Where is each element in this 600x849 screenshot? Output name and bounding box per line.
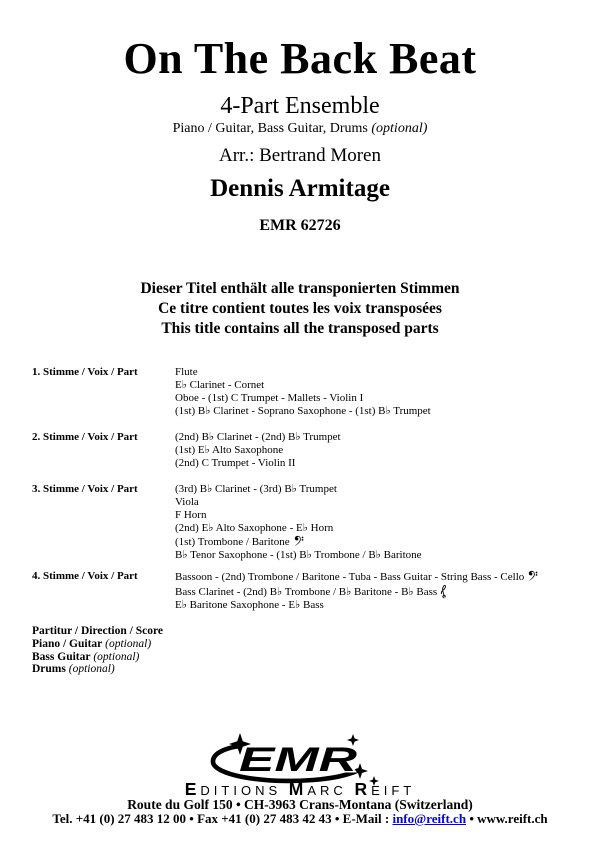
publisher-address: Route du Golf 150 • CH-3963 Crans-Montana (Switzerland) — [127, 797, 473, 812]
part-row-3 — [32, 483, 592, 562]
instrument-line: (1st) B♭ Clarinet - Soprano Saxophone - (1st) B♭ Trumpet — [175, 405, 431, 417]
instrument-line: (1st) E♭ Alto Saxophone — [175, 444, 284, 456]
instrument-line: Viola — [175, 496, 199, 508]
logo-text: EMR — [239, 741, 358, 779]
notice-english: This title contains all the transposed parts — [161, 320, 439, 337]
instrument-line: E♭ Clarinet - Cornet — [175, 379, 265, 391]
contact-line — [0, 812, 600, 827]
part-instruments — [175, 366, 431, 418]
arranger-line: Arr.: Bertrand Moren — [219, 145, 381, 166]
instrument-line: E♭ Baritone Saxophone - E♭ Bass — [175, 599, 324, 611]
instrument-line: Oboe - (1st) C Trumpet - Mallets - Violin I — [175, 392, 364, 404]
bass-clef-icon — [527, 570, 538, 582]
instrumentation-text: Piano / Guitar, Bass Guitar, Drums — [172, 121, 368, 136]
transposed-notice — [0, 279, 600, 339]
instrument-line: Bass Clarinet - (2nd) B♭ Trombone / B♭ Baritone - B♭ Bass — [175, 584, 538, 599]
instrument-line: B♭ Tenor Saxophone - (1st) B♭ Trombone / B♭ Baritone — [175, 549, 422, 561]
instrument-line: Bassoon - (2nd) Trombone / Baritone - Tuba - Bass Guitar - String Bass - Cello — [175, 570, 538, 584]
part-label: 4. Stimme / Voix / Part — [32, 570, 138, 582]
tel-fax-text: Tel. +41 (0) 27 483 12 00 • Fax +41 (0) 27 483 42 43 • E-Mail : — [52, 811, 393, 826]
piece-title: On The Back Beat — [123, 34, 477, 83]
part-label: 1. Stimme / Voix / Part — [32, 366, 138, 378]
instrument-line: F Horn — [175, 509, 207, 521]
instrument-line: (1st) Trombone / Baritone — [175, 535, 422, 549]
email-link[interactable]: info@reift.ch — [392, 811, 467, 826]
extras-list — [32, 625, 163, 676]
part-row-1 — [32, 366, 592, 418]
instrumentation-optional: (optional) — [371, 121, 428, 136]
instrument-line: (2nd) E♭ Alto Saxophone - E♭ Horn — [175, 522, 334, 534]
composer-name: Dennis Armitage — [210, 175, 390, 202]
extra-piano-guitar: Piano / Guitar (optional) — [32, 637, 152, 650]
part-label: 3. Stimme / Voix / Part — [32, 483, 138, 495]
catalog-number: EMR 62726 — [259, 217, 341, 234]
instrument-line: (3rd) B♭ Clarinet - (3rd) B♭ Trumpet — [175, 483, 337, 495]
extra-score: Partitur / Direction / Score — [32, 625, 163, 637]
part-row-2 — [32, 431, 592, 470]
extra-bass-guitar: Bass Guitar (optional) — [32, 650, 140, 663]
extra-drums: Drums (optional) — [32, 663, 115, 676]
ensemble-subtitle: 4-Part Ensemble — [220, 93, 380, 119]
part-label: 2. Stimme / Voix / Part — [32, 431, 138, 443]
instrument-line: (2nd) C Trumpet - Violin II — [175, 457, 296, 469]
part-instruments — [175, 431, 341, 470]
notice-french: Ce titre contient toutes les voix transposées — [158, 300, 442, 317]
part-row-4 — [32, 570, 592, 612]
website-text: • www.reift.ch — [466, 811, 548, 826]
part-instruments — [175, 570, 538, 612]
notice-german: Dieser Titel enthält alle transponierten Stimmen — [140, 280, 460, 297]
bass-clef-icon — [293, 535, 304, 547]
part-instruments — [175, 483, 422, 562]
publisher-name: EDITIONS MARC REIFT — [184, 779, 416, 799]
instrument-line: (2nd) B♭ Clarinet - (2nd) B♭ Trumpet — [175, 431, 341, 443]
treble-clef-icon — [440, 584, 448, 599]
instrumentation-line — [0, 121, 600, 137]
instrument-line: Flute — [175, 366, 198, 378]
